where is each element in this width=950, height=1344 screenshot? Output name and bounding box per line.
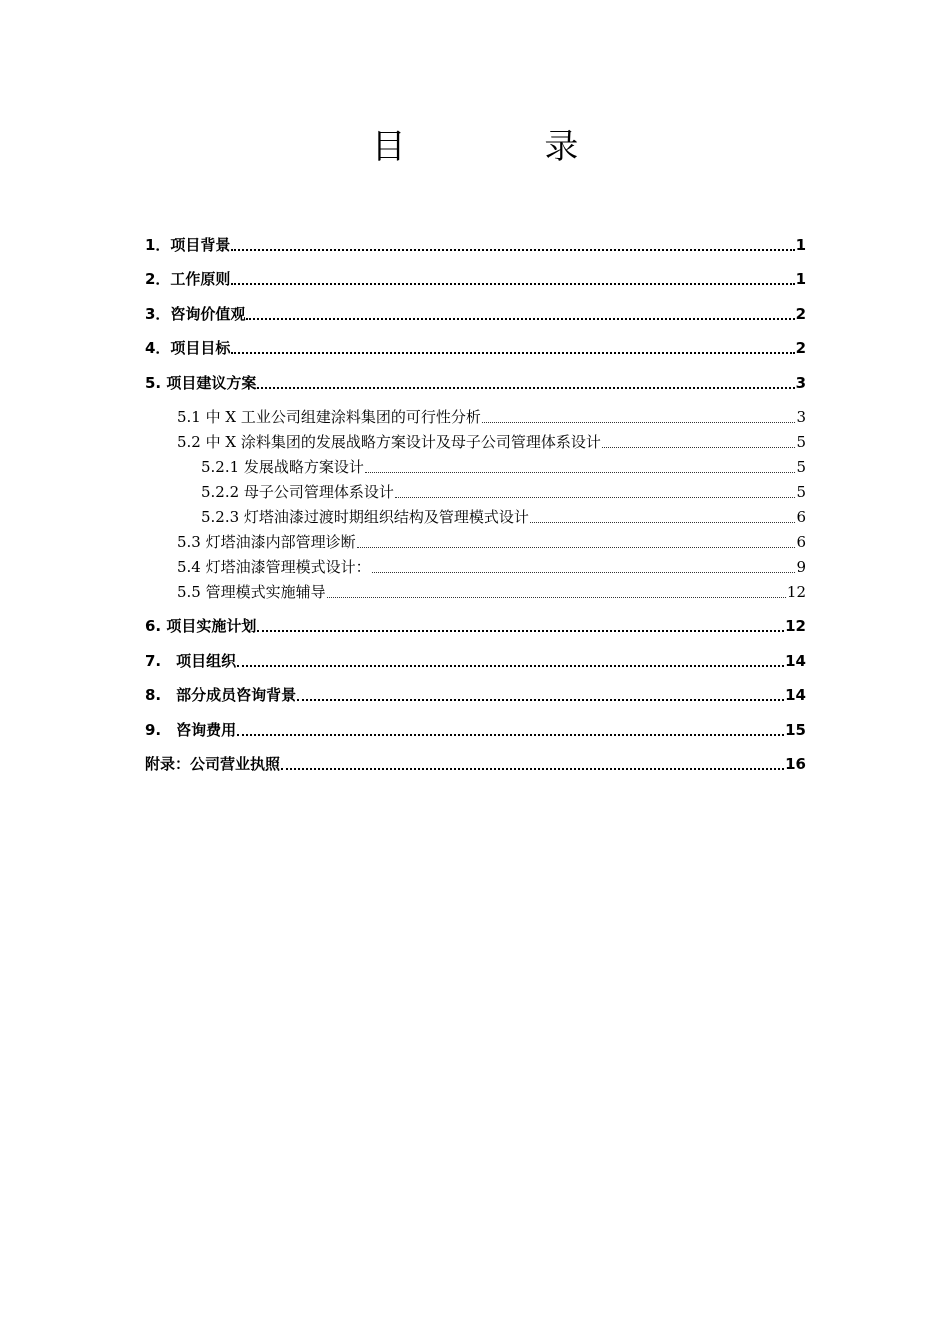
toc-entry-label: 5.2.1 发展战略方案设计 xyxy=(201,458,364,476)
toc-entry[interactable] xyxy=(177,406,806,428)
toc-entry-label: 5.3 灯塔油漆内部管理诊断 xyxy=(177,533,356,551)
toc-entry-page: 5 xyxy=(796,483,806,501)
toc-entry-label: 9. 咨询费用 xyxy=(145,721,237,739)
toc-entry-page: 6 xyxy=(796,508,806,526)
toc-entry-label: 7. 项目组织 xyxy=(145,652,237,670)
toc-entry-page: 2 xyxy=(795,339,806,357)
toc-entry-page: 14 xyxy=(785,652,806,670)
toc-entry-page: 3 xyxy=(796,408,806,426)
toc-entry-label: 5.2.3 灯塔油漆过渡时期组织结构及管理模式设计 xyxy=(201,508,529,526)
toc-entry-label: 4．项目目标 xyxy=(145,339,231,357)
toc-entry[interactable] xyxy=(145,615,806,637)
toc-entry-label: 3．咨询价值观 xyxy=(145,305,246,323)
toc-entry-page: 12 xyxy=(785,617,806,635)
toc-entry[interactable] xyxy=(145,719,806,741)
toc-leader-dots xyxy=(237,719,784,741)
toc-entry-label: 5.2 中 X 涂料集团的发展战略方案设计及母子公司管理体系设计 xyxy=(177,433,601,451)
toc-leader-dots xyxy=(237,650,784,672)
toc-leader-dots xyxy=(602,431,796,453)
toc-leader-dots xyxy=(231,234,794,256)
toc-entry[interactable] xyxy=(145,753,806,775)
toc-entry-label: 5.1 中 X 工业公司组建涂料集团的可行性分析 xyxy=(177,408,481,426)
toc-leader-dots xyxy=(246,303,794,325)
toc-leader-dots xyxy=(530,506,796,528)
toc-entry-page: 6 xyxy=(796,533,806,551)
toc-entry-label: 附录：公司营业执照 xyxy=(145,755,281,773)
toc-entry-label: 5.5 管理模式实施辅导 xyxy=(177,583,326,601)
toc-entry-label: 5.4 灯塔油漆管理模式设计： xyxy=(177,558,371,576)
toc-entry-page: 1 xyxy=(795,236,806,254)
toc-entry-label: 2．工作原则 xyxy=(145,270,231,288)
toc-entry[interactable] xyxy=(201,506,806,528)
toc-leader-dots xyxy=(297,684,784,706)
toc-entry-page: 1 xyxy=(795,270,806,288)
toc-entry-label: 5. 项目建议方案 xyxy=(145,374,257,392)
toc-entry-page: 14 xyxy=(785,686,806,704)
toc-leader-dots xyxy=(257,615,784,637)
toc-entry[interactable] xyxy=(145,650,806,672)
toc-entry-label: 1．项目背景 xyxy=(145,236,231,254)
toc-title: 目 录 xyxy=(371,127,643,167)
toc-entry-page: 5 xyxy=(796,433,806,451)
toc-entry[interactable] xyxy=(177,556,806,578)
toc-leader-dots xyxy=(357,531,796,553)
toc-leader-dots xyxy=(482,406,796,428)
toc-entry[interactable] xyxy=(145,337,806,359)
toc-entry-page: 15 xyxy=(785,721,806,739)
toc-entry-page: 5 xyxy=(796,458,806,476)
toc-leader-dots xyxy=(395,481,796,503)
toc-leader-dots xyxy=(327,581,786,603)
toc-entry[interactable] xyxy=(177,581,806,603)
toc-entry[interactable] xyxy=(177,431,806,453)
toc-entry[interactable] xyxy=(177,531,806,553)
toc-entry-label: 5.2.2 母子公司管理体系设计 xyxy=(201,483,394,501)
toc-entry[interactable] xyxy=(145,303,806,325)
toc-entry[interactable] xyxy=(201,481,806,503)
toc-entry-page: 9 xyxy=(796,558,806,576)
toc-entry[interactable] xyxy=(145,684,806,706)
toc-leader-dots xyxy=(257,372,794,394)
toc-entry-page: 2 xyxy=(795,305,806,323)
toc-entry-label: 8. 部分成员咨询背景 xyxy=(145,686,297,704)
toc-entry-page: 12 xyxy=(786,583,806,601)
toc-entry[interactable] xyxy=(145,268,806,290)
toc-entry[interactable] xyxy=(145,234,806,256)
toc-entry-page: 16 xyxy=(785,755,806,773)
toc-entry-page: 3 xyxy=(795,374,806,392)
toc-leader-dots xyxy=(231,268,794,290)
toc-leader-dots xyxy=(231,337,794,359)
toc-leader-dots xyxy=(281,753,784,775)
toc-leader-dots xyxy=(365,456,796,478)
toc-entry[interactable] xyxy=(201,456,806,478)
toc-entry[interactable] xyxy=(145,372,806,394)
toc-leader-dots xyxy=(372,556,796,578)
toc-entry-label: 6. 项目实施计划 xyxy=(145,617,257,635)
